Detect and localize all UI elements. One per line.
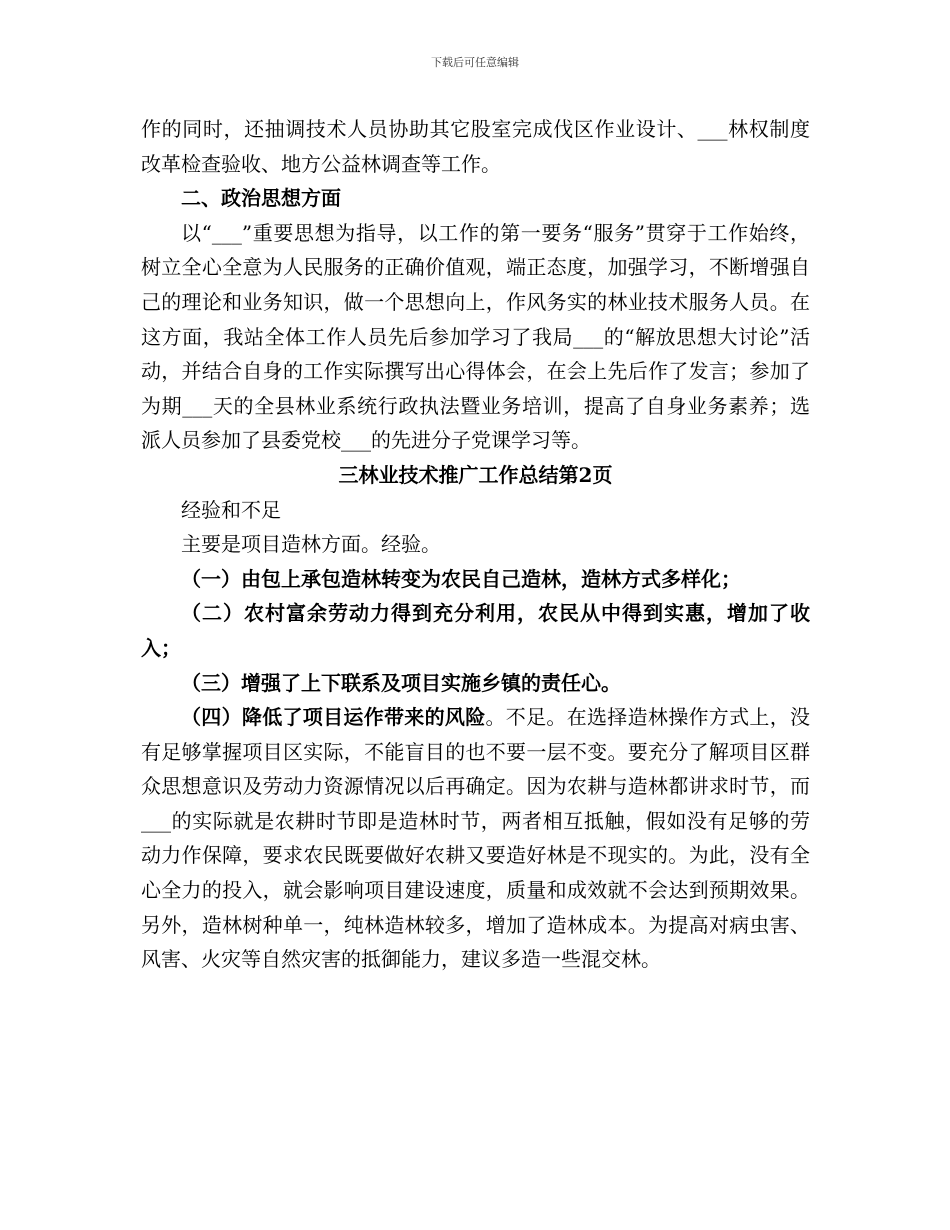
section-heading-political: 二、政治思想方面: [181, 186, 341, 211]
document-body: [141, 112, 810, 977]
page-header-note: 下载后可任意编辑: [431, 56, 519, 69]
page-title: 三林业技术推广工作总结第2页: [338, 462, 613, 487]
list-item-1: （一）由包上承包造林转变为农民自己造林，造林方式多样化；: [181, 566, 741, 591]
paragraph-experience-heading: 经验和不足: [181, 497, 281, 522]
list-item-4: [141, 700, 810, 977]
list-item-2: （二）农村富余劳动力得到充分利用，农民从中得到实惠，增加了收入；: [141, 601, 810, 660]
list-item-3: （三）增强了上下联系及项目实施乡镇的责任心。: [181, 670, 621, 695]
paragraph-political: 以“___”重要思想为指导，以工作的第一要务“服务”贯穿于工作始终，树立全心全意为人民服务的正确价值观，端正态度，加强学习，不断增强自己的理论和业务知识，做一个思想向上，作风务实的林业技术服务人员。在这方面，我站全体工作人员先后参加学习了我局___的“解放思想大讨论”活动，并结合自身的工作实际撰写出心得体会，在会上先后作了发言；参加了为期___天的全县林业系统行政执法暨业务培训，提高了自身业务素养；选派人员参加了县委党校___的先进分子党课学习等。: [141, 220, 810, 453]
list-item-4-rest: 。不足。在选择造林操作方式上，没有足够掌握项目区实际，不能盲目的也不要一层不变。要充分了解项目区群众思想意识及劳动力资源情况以后再确定。因为农耕与造林都讲求时节，而___的实际就是农耕时节即是造林时节，两者相互抵触，假如没有足够的劳动力作保障，要求农民既要做好农耕又要造好林是不现实的。为此，没有全心全力的投入，就会影响项目建设速度，质量和成效就不会达到预期效果。另外，造林树种单一，纯林造林较多，增加了造林成本。为提高对病虫害、风害、火灾等自然灾害的抵御能力，建议多造一些混交林。: [141, 705, 810, 972]
paragraph-experience-intro: 主要是项目造林方面。经验。: [181, 532, 441, 557]
paragraph-continued: 作的同时，还抽调技术人员协助其它股室完成伐区作业设计、___林权制度改革检查验收、地方公益林调查等工作。: [141, 117, 810, 176]
list-item-4-bold: （四）降低了项目运作带来的风险: [181, 705, 486, 730]
